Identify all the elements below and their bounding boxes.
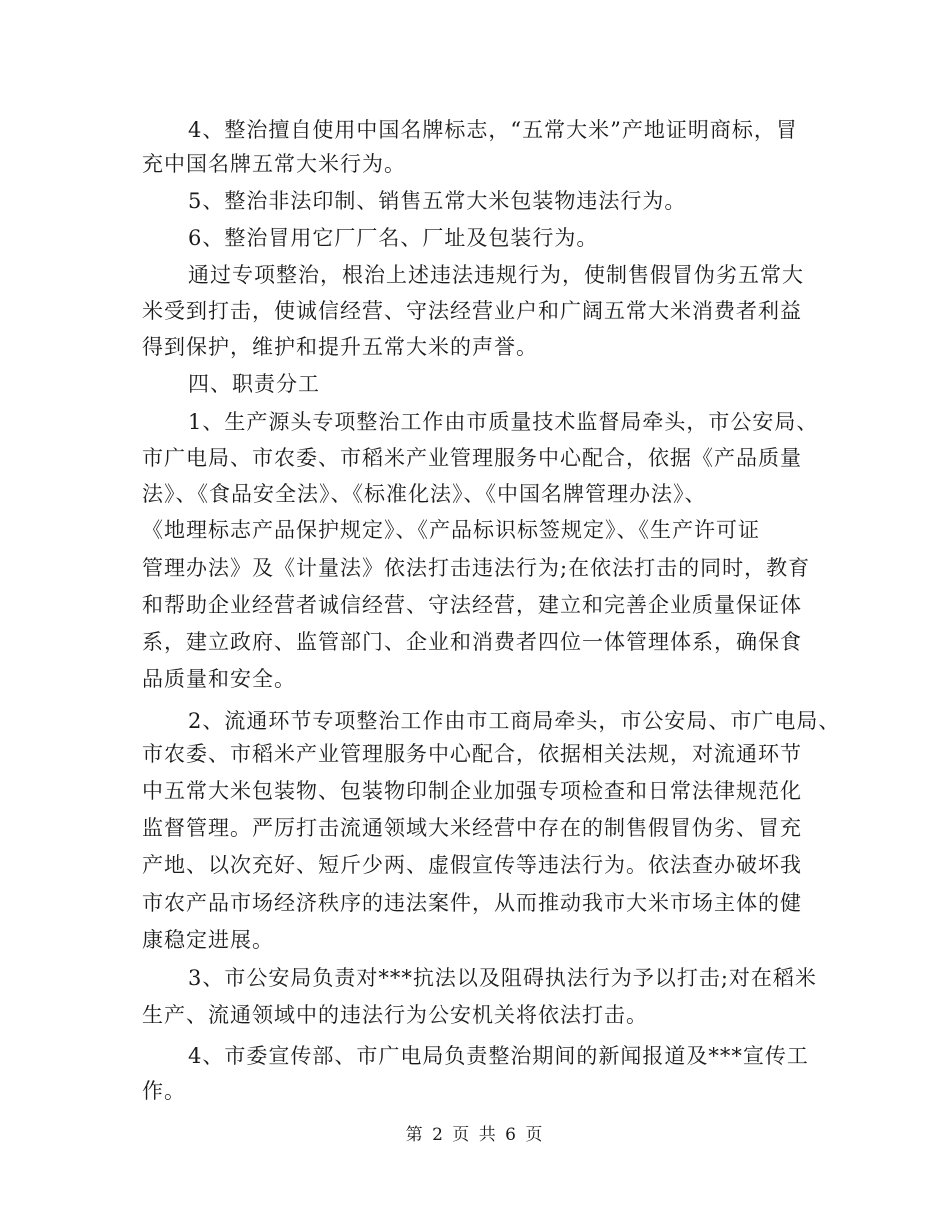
- text-line: 《地理标志产品保护规定》、《产品标识标签规定》、《生产许可证: [142, 518, 760, 542]
- text-line: 康稳定进展。: [142, 928, 274, 952]
- text-line: 监督管理。严厉打击流通领域大米经营中存在的制售假冒伪劣、冒充: [142, 816, 802, 840]
- text-line: 米受到打击，使诚信经营、守法经营业户和广阔五常大米消费者利益: [142, 299, 802, 323]
- page-footer: 第 2 页 共 6 页: [405, 1125, 545, 1145]
- text-line: 市农产品市场经济秩序的违法案件，从而推动我市大米市场主体的健: [142, 891, 802, 915]
- text-line: 4、整治擅自使用中国名牌标志，“五常大米”产地证明商标，冒: [188, 118, 798, 142]
- section-heading: 四、职责分工: [188, 372, 320, 396]
- text-line: 市广电局、市农委、市稻米产业管理服务中心配合，依据《产品质量: [142, 446, 802, 470]
- text-line: 系，建立政府、监管部门、企业和消费者四位一体管理体系，确保食: [142, 630, 802, 654]
- text-line: 生产、流通领域中的违法行为公安机关将依法打击。: [142, 1003, 648, 1027]
- text-line: 作。: [142, 1079, 186, 1103]
- text-line: 3、市公安局负责对***抗法以及阻碍执法行为予以打击;对在稻米: [188, 966, 817, 990]
- text-line: 管理办法》及《计量法》依法打击违法行为;在依法打击的同时，教育: [142, 556, 811, 580]
- text-line: 5、整治非法印制、销售五常大米包装物违法行为。: [188, 189, 687, 213]
- text-line: 得到保护，维护和提升五常大米的声誉。: [142, 335, 538, 359]
- text-line: 品质量和安全。: [142, 667, 296, 691]
- text-line: 4、市委宣传部、市广电局负责整治期间的新闻报道及***宣传工: [188, 1044, 809, 1068]
- text-line: 1、生产源头专项整治工作由市质量技术监督局牵头，市公安局、: [188, 410, 819, 434]
- text-line: 法》、《食品安全法》、《标准化法》、《中国名牌管理办法》、: [142, 482, 707, 506]
- text-line: 和帮助企业经营者诚信经营、守法经营，建立和完善企业质量保证体: [142, 593, 802, 617]
- text-line: 充中国名牌五常大米行为。: [142, 152, 406, 176]
- text-line: 中五常大米包装物、包装物印制企业加强专项检查和日常法律规范化: [142, 779, 802, 803]
- text-line: 6、整治冒用它厂厂名、厂址及包装行为。: [188, 226, 599, 250]
- text-line: 通过专项整治，根治上述违法违规行为，使制售假冒伪劣五常大: [188, 263, 804, 287]
- text-line: 产地、以次充好、短斤少两、虚假宣传等违法行为。依法查办破坏我: [142, 853, 802, 877]
- text-line: 市农委、市稻米产业管理服务中心配合，依据相关法规，对流通环节: [142, 742, 802, 766]
- text-line: 2、流通环节专项整治工作由市工商局牵头，市公安局、市广电局、: [188, 709, 841, 733]
